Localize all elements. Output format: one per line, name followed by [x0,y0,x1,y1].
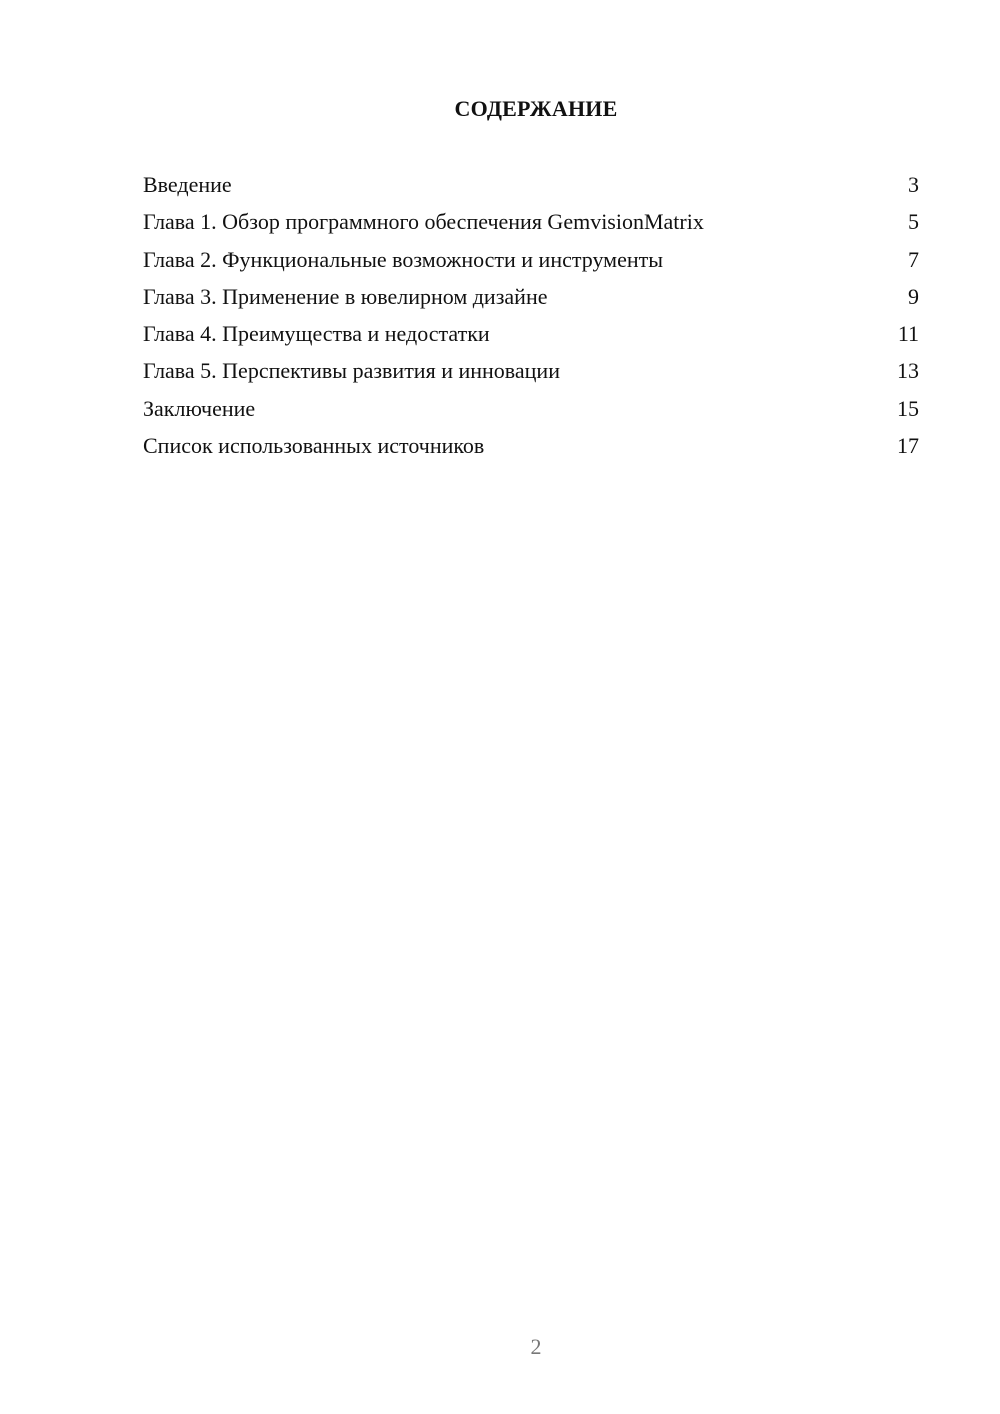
toc-entry-chapter-2 [143,245,919,282]
toc-entry-label: Глава 5. Перспективы развития и инновации [143,358,560,384]
toc-entry-conclusion [143,394,919,431]
toc-entry-chapter-5 [143,356,919,393]
toc-entry-page: 17 [897,433,919,459]
toc-entry-page: 3 [908,172,919,197]
toc-entry-page: 5 [908,209,919,235]
toc-entry-label: Глава 1. Обзор программного обеспечения GemvisionMatrix [143,209,704,235]
toc-entry-page: 11 [897,321,919,347]
toc-entry-page: 9 [908,283,919,309]
toc-entry-page: 13 [897,358,919,384]
toc-entry-chapter-3 [143,282,919,319]
toc-entry-introduction [143,170,919,207]
toc-title: СОДЕРЖАНИЕ [454,96,618,121]
table-of-contents [143,170,919,468]
toc-entry-label: Введение [143,172,232,197]
toc-entry-references [143,431,919,468]
toc-entry-label: Список использованных источников [143,433,485,459]
toc-entry-label: Глава 2. Функциональные возможности и инструменты [143,246,664,272]
toc-entry-label: Заключение [143,395,256,421]
toc-entry-chapter-4 [143,319,919,356]
toc-entry-page: 7 [908,246,919,272]
page-number: 2 [530,1334,542,1359]
toc-entry-label: Глава 3. Применение в ювелирном дизайне [143,283,548,309]
toc-entry-chapter-1 [143,207,919,244]
toc-entry-label: Глава 4. Преимущества и недостатки [143,321,490,347]
toc-entry-page: 15 [897,395,919,421]
